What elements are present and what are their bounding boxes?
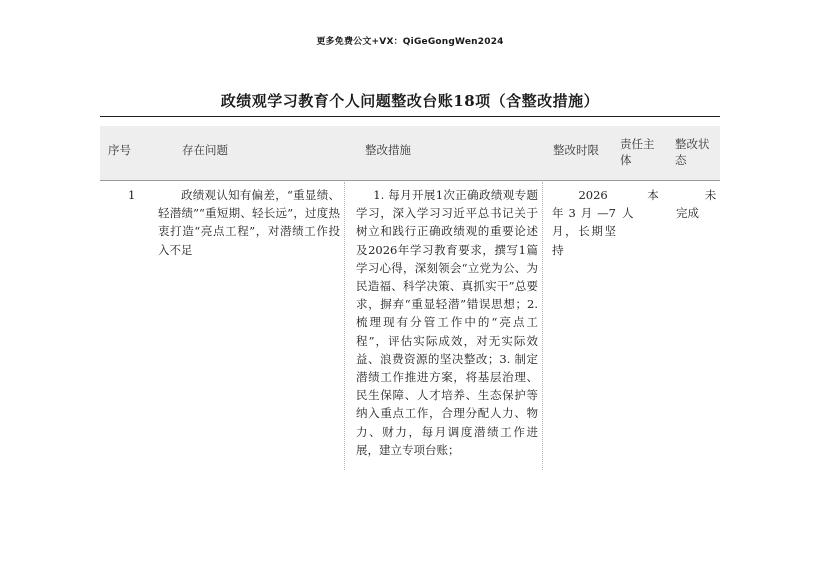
header-status: 整改状态 — [675, 137, 710, 167]
title-rule — [100, 116, 720, 117]
table-header — [100, 126, 720, 181]
header-deadline: 整改时限 — [553, 143, 599, 157]
document-title: 政绩观学习教育个人问题整改台账18项（含整改措施） — [220, 92, 600, 110]
column-separator — [542, 182, 543, 470]
row-owner: 本人 — [622, 188, 659, 221]
row-index: 1 — [128, 188, 136, 202]
row-problem: 政绩观认知有偏差，“重显绩、轻潜绩”“重短期、轻长远”，过度热衷打造“亮点工程”，对潜绩工作投入不足 — [158, 188, 340, 257]
row-measures: 1. 每月开展1次正确政绩观专题学习，深入学习习近平总书记关于树立和践行正确政绩观的重要论述及2026年学习教育要求，撰写1篇学习心得，深刻领会“立党为公、为民造福、科学决策、真抓实干”总要求，摒弃“重显轻潜”错误思想；2. 梳理现有分管工作中的“亮点工程”，评估实际成效，对无实际效益、浪费资源的坚决整改；3. 制定潜绩工作推进方案，将基层治理、民生保障、人才培养、生态保护等纳入重点工作，合理分配人力、物力、财力，每月调度潜绩工作进展，建立专项台账； — [356, 188, 538, 457]
header-note: 更多免费公文+VX：QiGeGongWen2024 — [316, 37, 504, 47]
header-measures: 整改措施 — [365, 143, 411, 157]
header-index: 序号 — [108, 143, 131, 157]
column-separator — [344, 182, 345, 470]
row-status: 未完成 — [676, 188, 717, 221]
header-problem: 存在问题 — [182, 143, 228, 157]
row-deadline: 2026年3月—7月，长期坚持 — [552, 188, 616, 257]
header-owner: 责任主体 — [620, 137, 655, 167]
